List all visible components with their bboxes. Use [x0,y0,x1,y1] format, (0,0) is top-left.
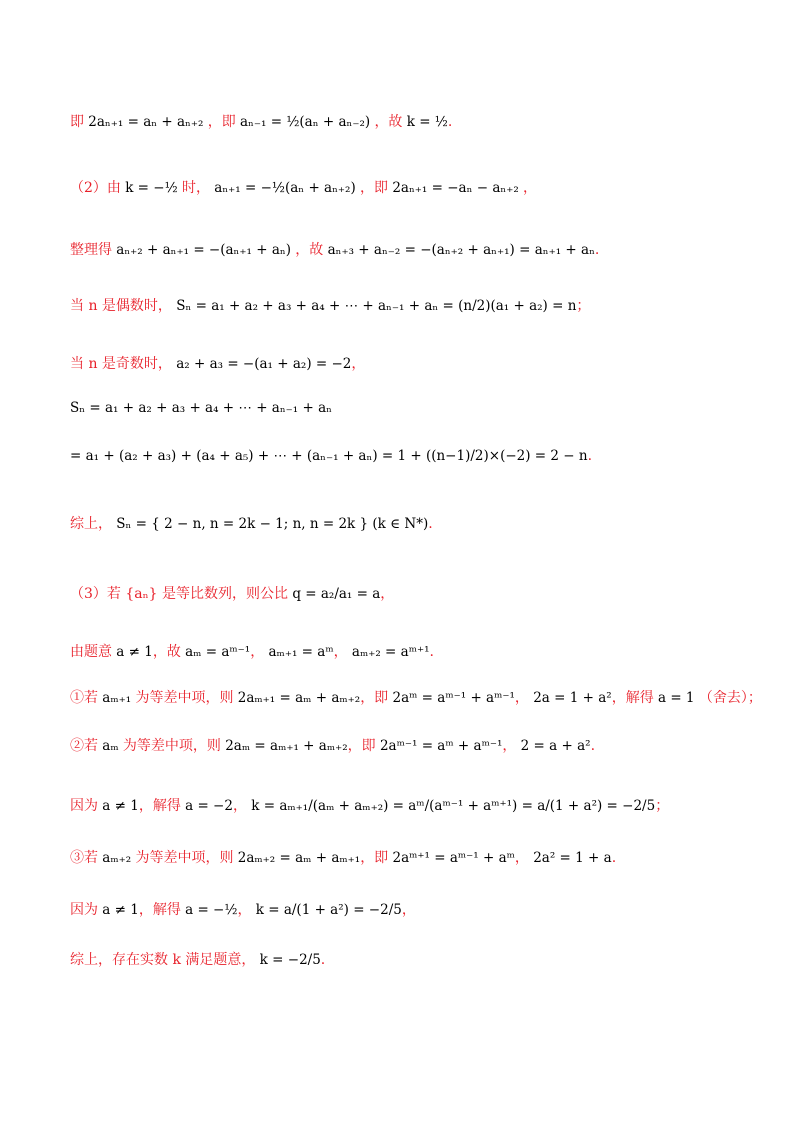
text-line-l14 [70,848,730,868]
text-line-l9 [70,584,730,604]
text-run: ， [351,356,366,372]
math-expression: Sₙ = { 2 − n, n = 2k − 1; n, n = 2k } (k ∈ N*) [112,516,429,532]
text-run: ， [502,738,517,754]
text-run: ，解得 [138,902,181,918]
math-expression: 2aₙ₊₁ = −aₙ − aₙ₊₂ [388,180,524,196]
math-expression: a ≠ 1 [98,902,139,918]
math-expression: a₂ + a₃ = −(a₁ + a₂) = −2 [171,356,352,372]
text-run: . [611,850,617,866]
math-expression: aₘ₊₂ [98,850,136,866]
math-expression: k = ½ [402,114,448,130]
text-line-l4 [70,296,730,316]
math-expression: aₙ₋₁ = ½(aₙ + aₙ₋₂) [235,114,375,130]
math-expression: aₙ₊₂ + aₙ₊₁ = −(aₙ₊₁ + aₙ) [112,242,296,258]
text-run: 即 [70,114,84,130]
math-expression: 2aₘ₊₁ = aₘ + aₘ₊₂ [233,690,361,706]
text-line-l11 [70,688,762,708]
text-line-l7 [70,446,730,466]
text-line-l13 [70,796,730,816]
text-line-l15 [70,900,730,920]
text-run: ， [232,798,247,814]
math-expression: = a₁ + (a₂ + a₃) + (a₄ + a₅) + ⋯ + (aₙ₋₁ + aₙ) = 1 + ((n−1)/2)×(−2) = 2 − n [70,448,588,464]
text-run: . [594,242,600,258]
math-expression: 2 = a + a² [516,738,591,754]
math-expression: 2aₙ₊₁ = aₙ + aₙ₊₂ [84,114,208,130]
text-line-l1 [70,112,730,132]
math-expression: 2aₘ = aₘ₊₁ + aₘ₊₂ [220,738,348,754]
text-run: . [428,516,433,532]
text-run: ， [514,690,529,706]
math-expression: a = 1 [653,690,699,706]
text-run: ，即 [207,114,236,130]
text-run: （2）由 [70,180,121,196]
text-run: ，解得 [138,798,181,814]
text-run: （舍去）； [698,690,762,706]
math-expression: Sₙ = a₁ + a₂ + a₃ + a₄ + ⋯ + aₙ₋₁ + aₙ [70,400,333,416]
text-run: （3）若 {aₙ} 是等比数列，则公比 [70,586,289,602]
text-run: 整理得 [70,242,112,258]
text-run: ，故 [374,114,403,130]
math-expression: k = aₘ₊₁/(aₘ + aₘ₊₂) = aᵐ/(aᵐ⁻¹ + aᵐ⁺¹) = a/(1 + a²) = −2/5 [246,798,656,814]
math-expression: aₘ₊₁ = aᵐ [264,644,334,660]
text-run: 为等差中项，则 [135,690,234,706]
math-expression: Sₙ = a₁ + a₂ + a₃ + a₄ + ⋯ + aₙ₋₁ + aₙ = (n/2)(a₁ + a₂) = n [171,298,577,314]
text-run: ， [333,644,348,660]
text-run: 为等差中项，则 [135,850,234,866]
math-expression: 2aₘ₊₂ = aₘ + aₘ₊₁ [233,850,361,866]
text-run: 因为 [70,902,98,918]
text-line-l12 [70,736,730,756]
text-run: ，即 [360,180,389,196]
text-run: ，即 [360,690,389,706]
text-run: 由题意 [70,644,112,660]
text-run: 为等差中项，则 [122,738,221,754]
text-run: . [320,952,326,968]
text-run: ②若 [70,738,98,754]
math-expression: 2a² = 1 + a [528,850,612,866]
text-run: 当 n 是偶数时， [70,298,172,314]
math-expression: k = −2/5 [255,952,321,968]
text-run: ，故 [152,644,181,660]
text-run: ，即 [347,738,376,754]
text-run: ； [655,798,670,814]
math-expression: aₙ₊₃ + aₙ₋₂ = −(aₙ₊₂ + aₙ₊₁) = aₙ₊₁ + aₙ [323,242,595,258]
math-expression: aₘ₊₁ [98,690,136,706]
text-line-l8 [70,514,730,534]
text-line-l5 [70,354,730,374]
text-run: ， [250,644,265,660]
text-run: 因为 [70,798,98,814]
text-run: . [590,738,596,754]
text-run: 综上， [70,516,112,532]
text-line-l16 [70,950,730,970]
math-expression: aₘ = aᵐ⁻¹ [180,644,251,660]
text-run: ， [401,902,416,918]
text-line-l2 [70,178,730,198]
text-run: ， [514,850,529,866]
math-expression: 2a = 1 + a² [528,690,612,706]
math-expression: a = −½ [180,902,238,918]
text-run: ，即 [360,850,389,866]
math-expression: 2aᵐ⁺¹ = aᵐ⁻¹ + aᵐ [388,850,515,866]
math-expression: q = a₂/a₁ = a [288,586,381,602]
math-expression: aₘ₊₂ = aᵐ⁺¹ [347,644,430,660]
text-run: ， [380,586,395,602]
math-expression: 2aᵐ⁻¹ = aᵐ + aᵐ⁻¹ [375,738,503,754]
math-expression: k = −½ [120,180,182,196]
text-run: ，故 [295,242,324,258]
text-line-l3 [70,240,730,260]
math-expression: a ≠ 1 [98,798,139,814]
text-line-l10 [70,642,730,662]
text-run: ； [576,298,591,314]
text-run: 时， [181,180,210,196]
text-run: 当 n 是奇数时， [70,356,172,372]
text-run: . [587,448,593,464]
text-run: ， [237,902,252,918]
text-run: ， [523,180,538,196]
text-run: . [447,114,453,130]
text-run: . [429,644,434,660]
math-expression: aₘ [98,738,123,754]
math-expression: aₙ₊₁ = −½(aₙ + aₙ₊₂) [209,180,361,196]
text-run: ①若 [70,690,98,706]
text-run: ③若 [70,850,98,866]
math-expression: a ≠ 1 [112,644,153,660]
text-run: 综上，存在实数 k 满足题意， [70,952,256,968]
text-run: ，解得 [611,690,654,706]
math-expression: k = a/(1 + a²) = −2/5 [251,902,402,918]
math-expression: a = −2 [180,798,233,814]
text-line-l6 [70,398,730,418]
math-expression: 2aᵐ = aᵐ⁻¹ + aᵐ⁻¹ [388,690,515,706]
